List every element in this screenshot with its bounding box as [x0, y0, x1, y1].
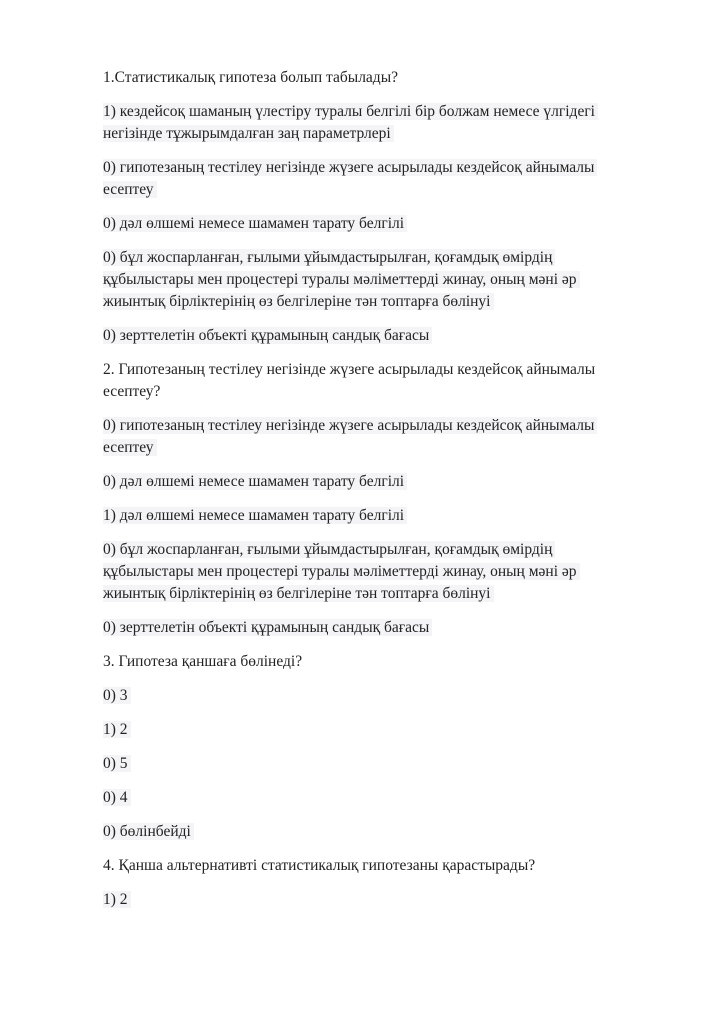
- text-line: [103, 471, 663, 493]
- text-line-content: 0) бөлінбейді: [103, 823, 194, 840]
- text-line: [103, 855, 663, 877]
- text-line-content: 0) зерттелетін объекті құрамының сандық бағасы: [103, 327, 432, 344]
- text-line-content: 0) 3: [103, 687, 131, 704]
- text-line: [103, 617, 663, 639]
- text-line-content: 0) гипотезаның тестілеу негізінде жүзеге асырылады кездейсоқ айнымалы: [103, 159, 597, 176]
- text-line-content: 1.Статистикалық гипотеза болып табылады?: [103, 69, 398, 86]
- text-line: [103, 67, 663, 89]
- answer-option: [103, 889, 663, 911]
- answer-option: [103, 505, 663, 527]
- text-line: [103, 157, 663, 179]
- text-line-content: жиынтық бірліктерінің өз белгілеріне тән топтарға бөлінуі: [103, 585, 494, 602]
- text-line-content: 0) 4: [103, 789, 131, 806]
- text-line: [103, 505, 663, 527]
- text-line-content: негізінде тұжырымдалған заң параметрлері: [103, 125, 394, 142]
- answer-option: [103, 539, 663, 605]
- text-line: [103, 583, 663, 605]
- answer-option: [103, 787, 663, 809]
- text-line: [103, 685, 663, 707]
- text-line-content: есептеу: [103, 439, 157, 456]
- text-line: [103, 415, 663, 437]
- text-line-content: 0) 5: [103, 755, 131, 772]
- text-line: [103, 539, 663, 561]
- text-line-content: есептеу: [103, 181, 157, 198]
- text-line-content: құбылыстары мен процестері туралы мәліметтерді жинау, оның мәні әр: [103, 563, 580, 580]
- text-line-content: 0) гипотезаның тестілеу негізінде жүзеге асырылады кездейсоқ айнымалы: [103, 417, 597, 434]
- text-line: [103, 359, 663, 381]
- text-line: [103, 719, 663, 741]
- text-line: [103, 381, 663, 403]
- text-line-content: 1) 2: [103, 891, 131, 908]
- answer-option: [103, 415, 663, 459]
- text-line-content: 0) бұл жоспарланған, ғылыми ұйымдастырылған, қоғамдық өмірдің: [103, 541, 555, 558]
- answer-option: [103, 157, 663, 201]
- text-line: [103, 651, 663, 673]
- text-line: [103, 821, 663, 843]
- answer-option: [103, 719, 663, 741]
- text-line-content: 1) 2: [103, 721, 131, 738]
- text-line: [103, 561, 663, 583]
- answer-option: [103, 325, 663, 347]
- text-line-content: 1) дәл өлшемі немесе шамамен тарату белгілі: [103, 507, 407, 524]
- answer-option: [103, 685, 663, 707]
- question-text: [103, 855, 663, 877]
- text-line-content: жиынтық бірліктерінің өз белгілеріне тән топтарға бөлінуі: [103, 293, 494, 310]
- answer-option: [103, 101, 663, 145]
- text-line: [103, 325, 663, 347]
- text-line: [103, 269, 663, 291]
- text-line-content: 0) дәл өлшемі немесе шамамен тарату белгілі: [103, 473, 407, 490]
- question-text: [103, 67, 663, 89]
- text-line-content: 0) дәл өлшемі немесе шамамен тарату белгілі: [103, 215, 407, 232]
- text-line-content: 3. Гипотеза қаншаға бөлінеді?: [103, 653, 303, 670]
- text-line-content: есептеу?: [103, 383, 161, 400]
- text-line-content: құбылыстары мен процестері туралы мәліметтерді жинау, оның мәні әр: [103, 271, 580, 288]
- text-line: [103, 179, 663, 201]
- text-line-content: 1) кездейсоқ шаманың үлестіру туралы белгілі бір болжам немесе үлгідегі: [103, 103, 598, 120]
- answer-option: [103, 753, 663, 775]
- question-text: [103, 359, 663, 403]
- text-line-content: 0) зерттелетін объекті құрамының сандық бағасы: [103, 619, 432, 636]
- text-line: [103, 123, 663, 145]
- text-line-content: 4. Қанша альтернативті статистикалық гипотезаны қарастырады?: [103, 857, 536, 874]
- answer-option: [103, 247, 663, 313]
- text-line: [103, 213, 663, 235]
- answer-option: [103, 617, 663, 639]
- question-text: [103, 651, 663, 673]
- text-line: [103, 889, 663, 911]
- text-line: [103, 291, 663, 313]
- text-line: [103, 753, 663, 775]
- text-line: [103, 787, 663, 809]
- text-line-content: 2. Гипотезаның тестілеу негізінде жүзеге асырылады кездейсоқ айнымалы: [103, 361, 596, 378]
- answer-option: [103, 213, 663, 235]
- answer-option: [103, 821, 663, 843]
- answer-option: [103, 471, 663, 493]
- document-body: [103, 67, 663, 923]
- text-line: [103, 247, 663, 269]
- text-line-content: 0) бұл жоспарланған, ғылыми ұйымдастырылған, қоғамдық өмірдің: [103, 249, 555, 266]
- text-line: [103, 437, 663, 459]
- text-line: [103, 101, 663, 123]
